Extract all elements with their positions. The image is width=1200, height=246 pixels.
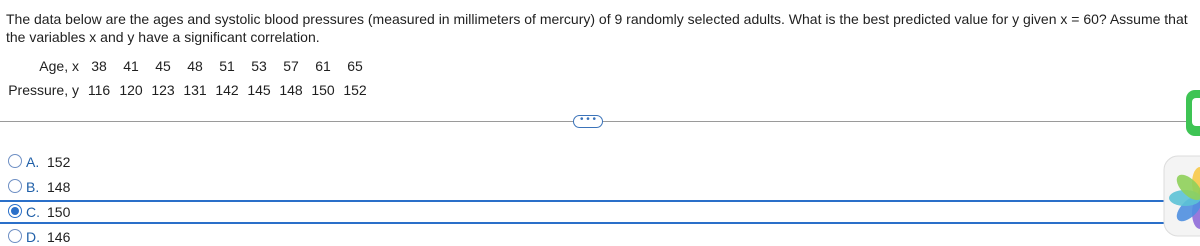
table-cell: 150 <box>311 82 335 98</box>
choice-a[interactable] <box>0 150 1188 174</box>
choice-text: 146 <box>47 229 71 245</box>
table-cell: 148 <box>279 82 303 98</box>
radio-button-icon[interactable] <box>8 154 22 168</box>
table-cell: 116 <box>87 82 111 98</box>
radio-button-icon[interactable] <box>8 179 22 193</box>
table-cell: 61 <box>315 58 331 74</box>
radio-selected-dot <box>11 207 19 215</box>
choice-letter: D. <box>26 229 40 245</box>
table-cell: 65 <box>347 58 363 74</box>
green-app-icon[interactable] <box>1186 90 1200 136</box>
table-cell: 123 <box>151 82 175 98</box>
table-cell: 145 <box>247 82 271 98</box>
table-cell: 38 <box>91 58 107 74</box>
choice-letter: B. <box>26 179 40 195</box>
table-cell: 48 <box>187 58 203 74</box>
choice-text: 150 <box>47 204 71 220</box>
table-cell: 45 <box>155 58 171 74</box>
table-cell: 142 <box>215 82 239 98</box>
table-cell: 51 <box>219 58 235 74</box>
table-row-age <box>6 54 371 78</box>
table-cell: 152 <box>343 82 367 98</box>
radio-button-icon[interactable] <box>8 204 22 218</box>
choice-letter: A. <box>26 154 40 170</box>
table-cell: 41 <box>123 58 139 74</box>
row-label-age: Age, x <box>39 58 79 74</box>
choice-text: 152 <box>47 154 71 170</box>
choice-d[interactable] <box>0 225 1188 246</box>
data-table <box>6 54 371 102</box>
table-cell: 131 <box>183 82 207 98</box>
table-row-pressure <box>6 78 371 102</box>
question-text: The data below are the ages and systolic blood pressures (measured in millimeters of mercury) of 9 randomly selected adults. What is the best predicted value for y given x = 60? Assume that the variables x and y have a significant correlation. <box>6 11 1188 45</box>
table-cell: 57 <box>283 58 299 74</box>
table-cell: 120 <box>119 82 143 98</box>
choice-letter: C. <box>26 204 40 220</box>
more-options-label: • • • <box>579 114 597 125</box>
row-label-pressure: Pressure, y <box>8 82 79 98</box>
choice-text: 148 <box>47 179 71 195</box>
answer-choices <box>0 150 1188 246</box>
green-app-inner <box>1192 98 1200 126</box>
more-options-icon[interactable] <box>573 115 603 128</box>
photos-app-icon[interactable] <box>1160 152 1200 240</box>
radio-button-icon[interactable] <box>8 229 22 243</box>
choice-c[interactable] <box>0 200 1188 224</box>
table-cell: 53 <box>251 58 267 74</box>
choice-b[interactable] <box>0 175 1188 199</box>
